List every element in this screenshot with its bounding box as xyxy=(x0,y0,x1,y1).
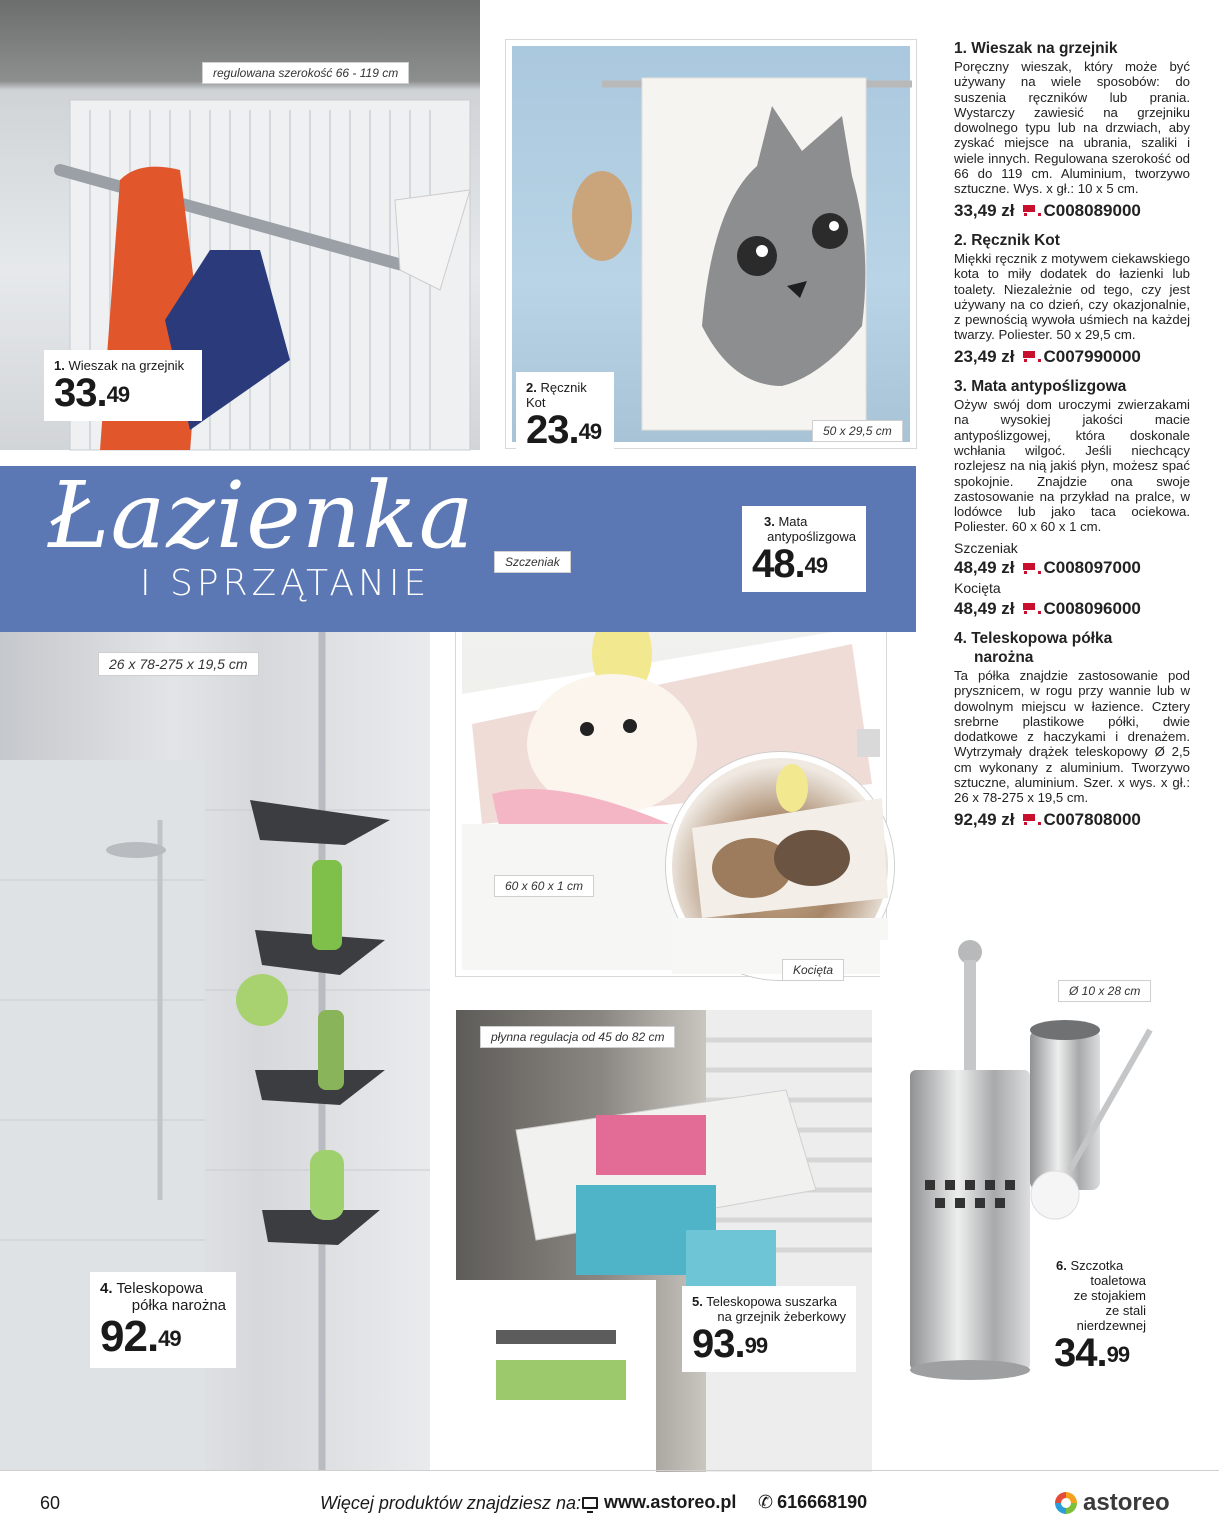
pricebox-4-label-2: półka narożna xyxy=(131,1297,226,1314)
product-3-code-1: C008097000 xyxy=(1043,558,1141,578)
pricebox-5-label-1: Teleskopowa suszarka xyxy=(706,1294,838,1309)
brush-size-tag: Ø 10 x 28 cm xyxy=(1058,980,1151,1002)
product-1-title: 1. Wieszak na grzejnik xyxy=(954,40,1118,57)
towel-size-tag: 50 x 29,5 cm xyxy=(812,420,903,442)
pricebox-2-whole: 23. xyxy=(526,408,579,452)
footer-phone[interactable] xyxy=(758,1492,867,1513)
monitor-icon xyxy=(582,1497,598,1509)
pricebox-6-label-2: toaletowa xyxy=(1090,1273,1146,1288)
brand-logo xyxy=(1055,1489,1170,1517)
product-1-code: C008089000 xyxy=(1043,200,1141,220)
pricebox-4-whole: 92. xyxy=(100,1312,159,1361)
product-4-price-line xyxy=(954,809,1190,829)
brand-name: astoreo xyxy=(1083,1489,1170,1516)
pricebox-4-cents: 49 xyxy=(158,1326,181,1351)
astoreo-logo-icon xyxy=(1055,1492,1077,1514)
pricebox-6 xyxy=(1044,1250,1156,1381)
product-4-description xyxy=(954,630,1190,827)
pricebox-4-num: 4. xyxy=(100,1280,113,1297)
product-4-code: C007808000 xyxy=(1043,809,1141,829)
page-number: 60 xyxy=(40,1493,61,1513)
dryer-range-tag: płynna regulacja od 45 do 82 cm xyxy=(480,1026,675,1048)
pricebox-6-label-4: ze stali xyxy=(1105,1303,1146,1318)
pricebox-6-num: 6. xyxy=(1056,1258,1067,1273)
pricebox-4 xyxy=(90,1272,236,1368)
pricebox-5-num: 5. xyxy=(692,1294,703,1309)
footer-more-products-text: Więcej produktów znajdziesz na: xyxy=(320,1493,581,1513)
pricebox-3-whole: 48. xyxy=(752,542,805,586)
radiator-width-tag: regulowana szerokość 66 - 119 cm xyxy=(202,62,409,84)
category-title: Łazienka xyxy=(48,462,475,569)
pricebox-6-whole: 34. xyxy=(1054,1331,1107,1375)
radiator-dryer-photo xyxy=(456,1010,872,1472)
product-3-price-line-2 xyxy=(954,598,1190,618)
product-2-price: 23,49 zł xyxy=(954,346,1015,366)
product-4-title: 4. Teleskopowa półka xyxy=(954,629,1113,647)
product-4-price: 92,49 zł xyxy=(954,809,1015,829)
pricebox-5-cents: 99 xyxy=(744,1333,768,1358)
pricebox-3-cents: 49 xyxy=(804,553,828,578)
product-2-price-line xyxy=(954,346,1190,366)
product-1-price-line xyxy=(954,200,1190,220)
pricebox-1 xyxy=(44,350,202,421)
product-3-title: 3. Mata antypoślizgowa xyxy=(954,378,1127,396)
pricebox-1-cents: 49 xyxy=(106,382,130,407)
phone-icon: ✆ xyxy=(758,1492,774,1512)
pricebox-6-cents: 99 xyxy=(1106,1342,1130,1367)
product-3-variant-1: Szczeniak xyxy=(954,539,1018,556)
pricebox-3-num: 3. xyxy=(764,514,775,529)
product-2-code: C007990000 xyxy=(1043,346,1141,366)
category-subtitle: I SPRZĄTANIE xyxy=(140,563,431,604)
mat-size-tag: 60 x 60 x 1 cm xyxy=(494,875,594,897)
pricebox-5 xyxy=(682,1286,856,1372)
footer-website-link[interactable] xyxy=(582,1492,736,1513)
product-3-price-line-1 xyxy=(954,558,1190,578)
product-3-price-2: 48,49 zł xyxy=(954,598,1015,618)
pricebox-2-cents: 49 xyxy=(578,419,602,444)
cart-icon[interactable] xyxy=(1021,561,1038,575)
pricebox-2-num: 2. xyxy=(526,380,537,395)
pricebox-6-label-1: Szczotka xyxy=(1070,1258,1124,1273)
shelf-size-tag: 26 x 78-275 x 19,5 cm xyxy=(98,652,259,676)
pricebox-6-label-3: ze stojakiem xyxy=(1073,1288,1146,1303)
pricebox-3 xyxy=(742,506,866,592)
footer-divider xyxy=(0,1470,1219,1471)
product-2-title: 2. Ręcznik Kot xyxy=(954,231,1060,249)
pricebox-4-label-1: Teleskopowa xyxy=(116,1280,204,1297)
pricebox-5-whole: 93. xyxy=(692,1322,745,1366)
product-3-variant-2: Kocięta xyxy=(954,580,1001,597)
pricebox-1-num: 1. xyxy=(54,358,65,373)
product-2-text: Miękki ręcznik z motywem ciekawskiego kota to miły dodatek do łazienki lub toalety. Niezależnie od tego, czy jest używany na co dzień, czy okazjonalnie, z pewnością wywoła uśmiech na każdej twarzy. Poliester. 50 x 29,5 cm. xyxy=(954,250,1190,343)
kittens-illustration xyxy=(672,758,888,974)
pricebox-6-label-5: nierdzewnej xyxy=(1076,1318,1146,1333)
cart-icon[interactable] xyxy=(1021,349,1038,363)
footer-phone-number[interactable]: 616668190 xyxy=(777,1492,868,1512)
mat-variant-kittens-tag: Kocięta xyxy=(782,959,844,981)
mat-variant-puppy-tag: Szczeniak xyxy=(494,551,571,573)
product-4-title-2: narożna xyxy=(974,648,1034,666)
pricebox-2 xyxy=(516,372,614,458)
product-descriptions xyxy=(954,40,1190,837)
product-3-code-2: C008096000 xyxy=(1043,598,1141,618)
pricebox-3-label-1: Mata xyxy=(778,514,808,529)
pricebox-3-label-2: antypoślizgowa xyxy=(767,529,856,544)
pricebox-1-label: Wieszak na grzejnik xyxy=(68,358,185,373)
product-3-text: Ożyw swój dom uroczymi zwierzakami na wysokiej jakości macie antypoślizgowej, która doskonale wchłania wilgoć. Jeśli niechcący rozlejesz na nią jakiś płyn, możesz spać spokojnie. Znajdzie ona swoje zastosowanie na przykład na pralce, w lodówce lub jako taca ociekowa. Poliester. 60 x 60 x 1 cm. xyxy=(954,397,1190,535)
product-3-description xyxy=(954,378,1190,616)
cart-icon[interactable] xyxy=(1021,203,1038,217)
product-1-price: 33,49 zł xyxy=(954,200,1015,220)
kittens-variant-photo xyxy=(666,752,894,980)
product-4-text: Ta półka znajdzie zastosowanie pod prysznicem, w rogu przy wannie lub w dowolnym miejscu w łazience. Cztery srebrne plastikowe półki, dwie dodatkowe z haczykami i drenażem. Wytrzymały drążek teleskopowy Ø 2,5 cm wykonany z aluminium. Tworzywo sztuczne, aluminium. Szer. x wys. x gł.: 26 x 78-275 x 19,5 cm. xyxy=(954,667,1190,806)
radiator-dryer-illustration xyxy=(456,1010,872,1472)
product-1-text: Poręczny wieszak, który może być używany na wiele sposobów: do suszenia ręczników lub prania. Wystarczy zawiesić na grzejniku dowolnego typu lub na drzwiach, aby zyskać miejsce na ubrania, szaliki i wiele innych. Regulowana szerokość od 66 do 119 cm. Aluminium, tworzywo sztuczne. Wys. x gł.: 10 x 5 cm. xyxy=(954,59,1190,197)
cart-icon[interactable] xyxy=(1021,812,1038,826)
pricebox-2-label: Ręcznik Kot xyxy=(526,380,587,410)
cart-icon[interactable] xyxy=(1021,601,1038,615)
pricebox-1-whole: 33. xyxy=(54,371,107,415)
footer-url-text[interactable]: www.astoreo.pl xyxy=(604,1492,737,1512)
product-2-description xyxy=(954,232,1190,364)
product-3-price-1: 48,49 zł xyxy=(954,558,1015,578)
product-1-description xyxy=(954,40,1190,218)
pricebox-5-label-2: na grzejnik żeberkowy xyxy=(717,1309,846,1324)
